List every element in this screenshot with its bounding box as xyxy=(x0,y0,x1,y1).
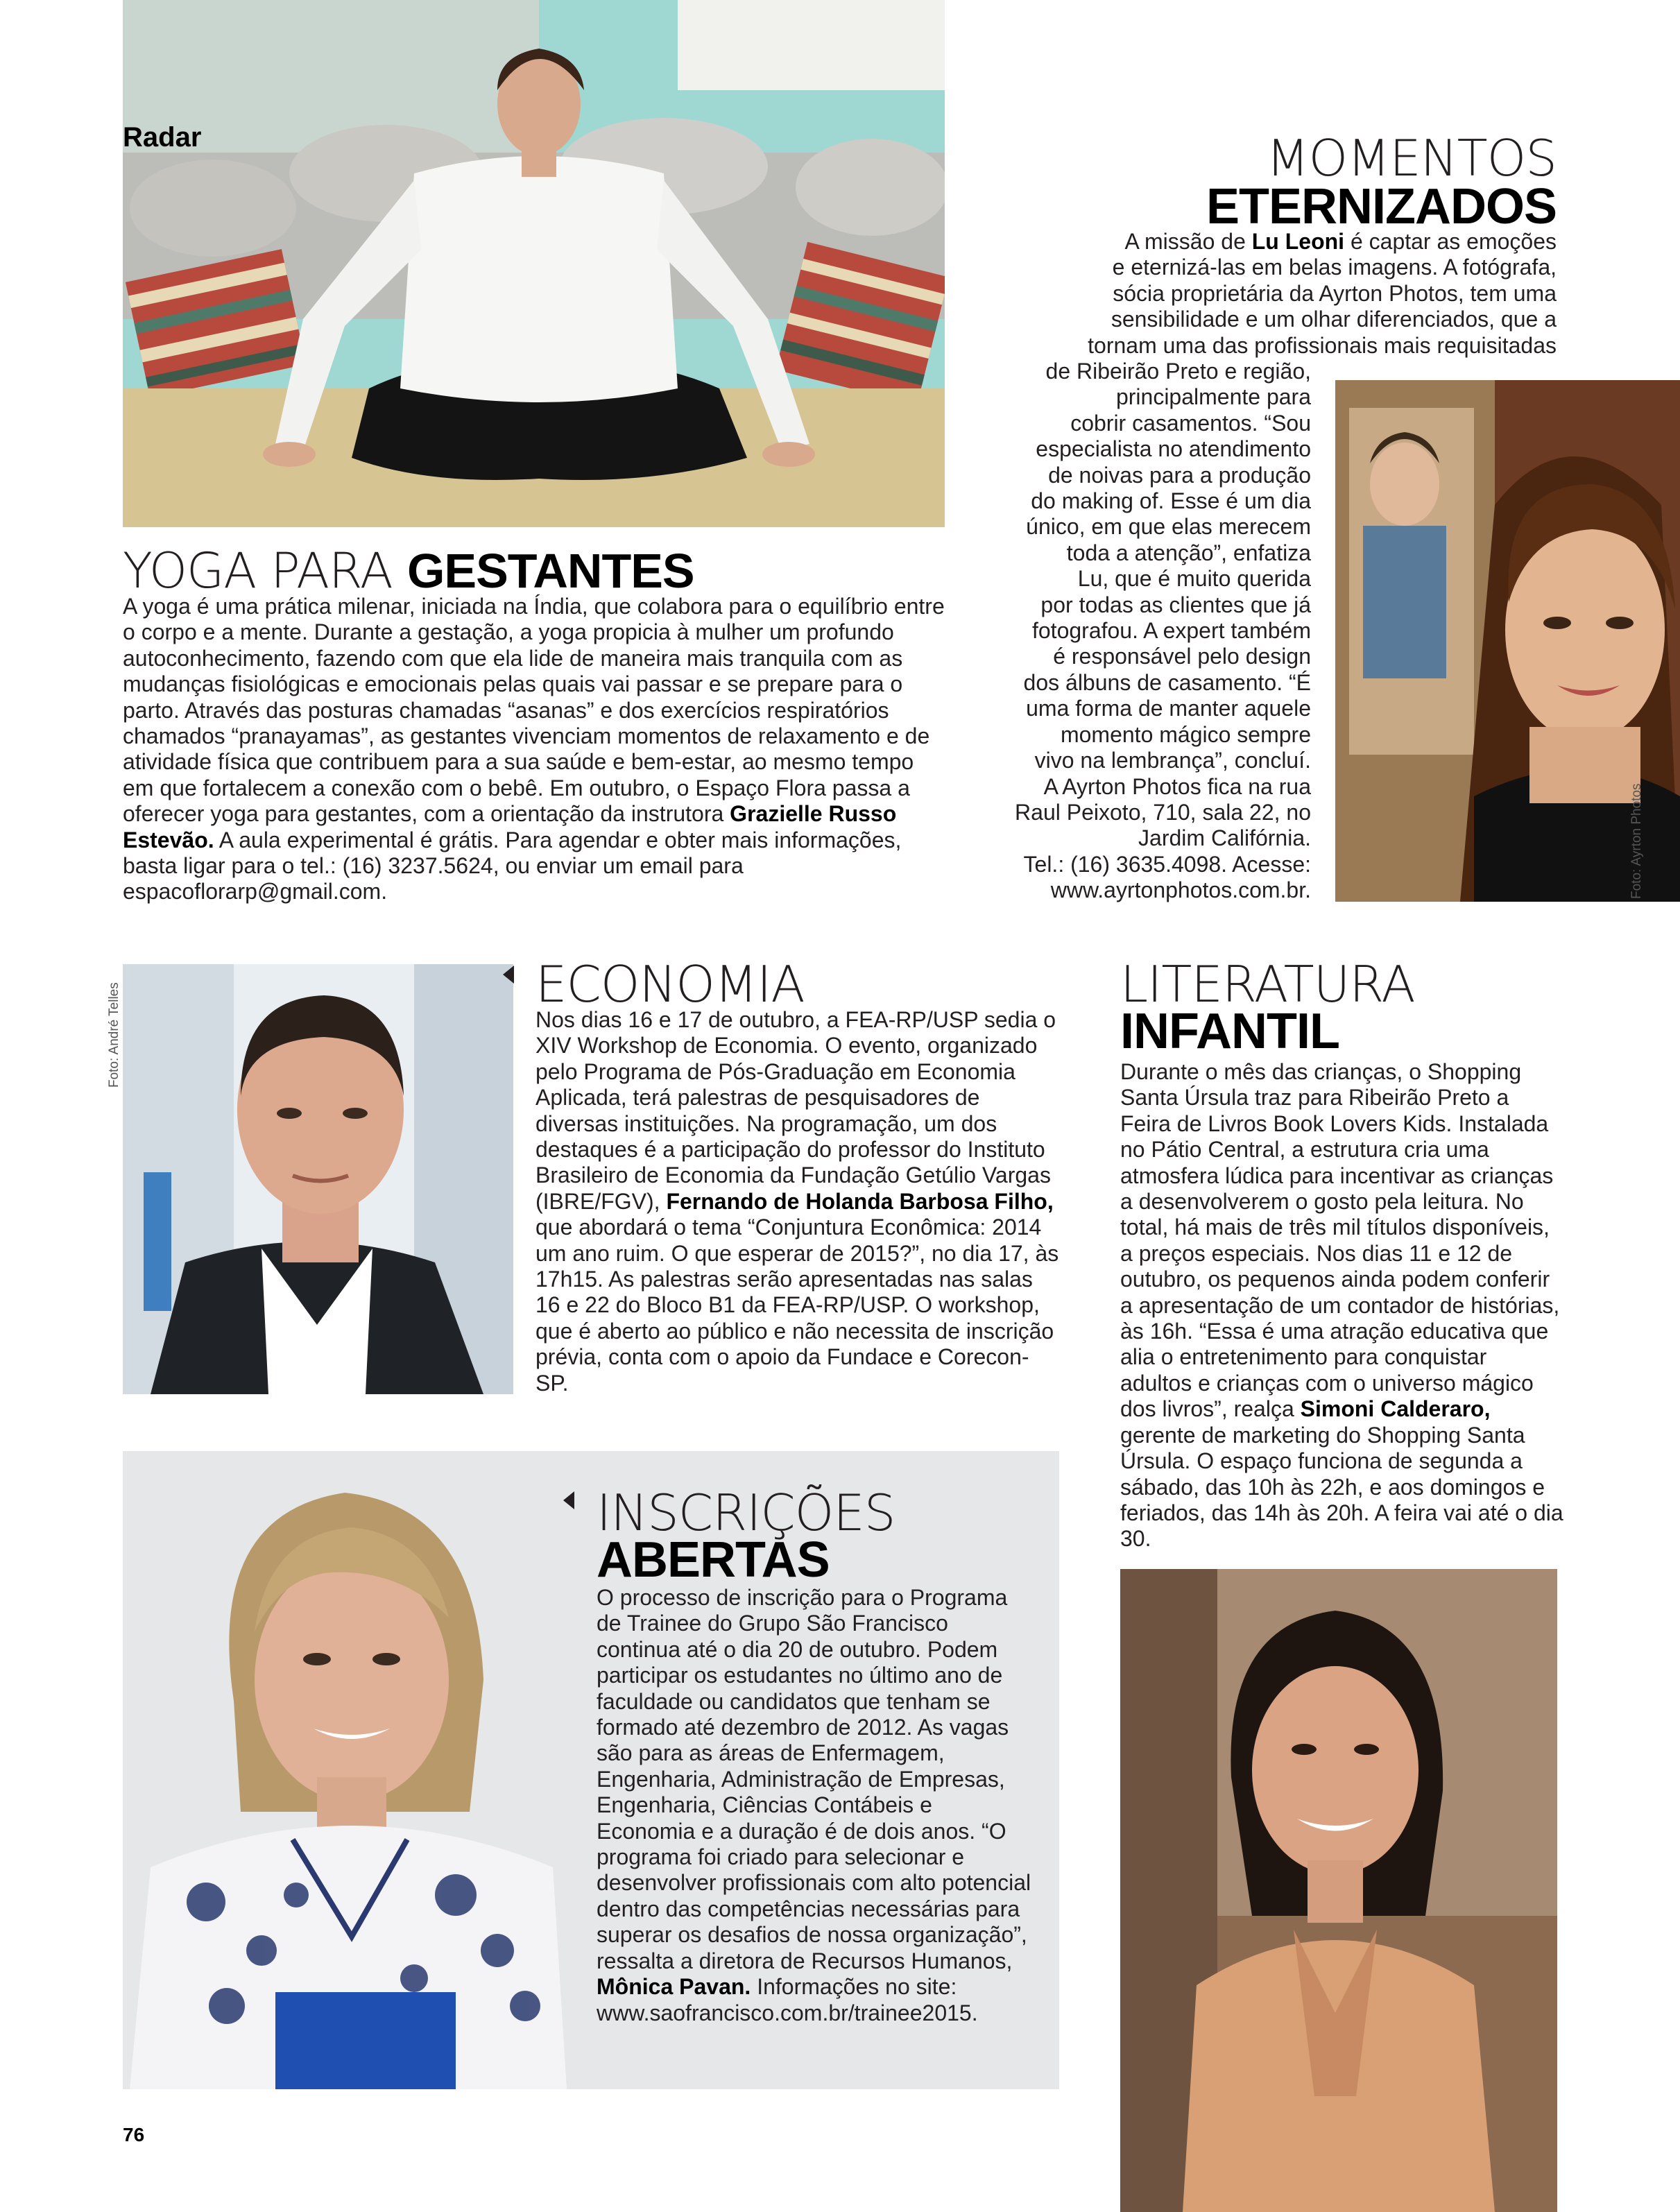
literatura-title-bold: INFANTIL xyxy=(1120,1004,1339,1059)
page-number: 76 xyxy=(123,2124,145,2145)
literatura-body xyxy=(1120,1059,1564,1552)
yoga-body xyxy=(123,594,945,905)
momentos-photo-credit: Foto: Ayrton Photos xyxy=(1629,783,1644,899)
lu-leoni-photo xyxy=(1335,380,1680,902)
monica-photo xyxy=(123,1451,576,2089)
lu-leoni-name: Lu Leoni xyxy=(1251,229,1345,254)
inscricoes-title-bold: ABERTAS xyxy=(597,1532,830,1588)
momentos-title-light: MOMENTOS xyxy=(1266,129,1557,187)
momentos-headline xyxy=(1206,129,1557,234)
literatura-title-light: LITERATURA xyxy=(1120,955,1415,1013)
fernando-photo xyxy=(123,964,513,1394)
inscricoes-marker xyxy=(563,1491,574,1509)
inscricoes-headline xyxy=(597,1484,895,1588)
yoga-text-1: A yoga é uma prática milenar, iniciada na Índia, que colabora para o equilíbrio entre o corpo e a mente. Durante a gestação, a yoga propicia à mulher um profundo autoconhecimento, fazendo com que ela lide de maneira mais tranquila com as mudanças fisiológicas e emocionais pelas quais vai passar e se prepare para o parto. Através das posturas chamadas “asanas” e dos exercícios respiratórios chamados “pranayamas”, as gestantes vivenciam momentos de relaxamento e de atividade física que contribuem para a sua saúde e bem-estar, ao mesmo tempo em que fortalecem a conexão com o bebê. Em outubro, o Espaço Flora passa a oferecer yoga para gestantes, com a orientação da instrutora xyxy=(123,594,945,827)
inscricoes-title-light: INSCRIÇÕES xyxy=(597,1484,895,1542)
momentos-title-bold: ETERNIZADOS xyxy=(1206,179,1557,234)
momentos-lead: A missão de Lu Leoni é captar as emoções e eternizá-las em belas imagens. A fotógrafa, sócia proprietária da Ayrton Photos, tem uma sensibilidade e um olhar diferenciados, que a tornam uma das profissionais mais requisitadas xyxy=(1088,229,1557,358)
simoni-photo xyxy=(1120,1569,1557,2212)
inscricoes-body xyxy=(597,1585,1034,2026)
yoga-photo xyxy=(123,0,945,527)
economia-body xyxy=(535,1007,1059,1396)
yoga-text-2: A aula experimental é grátis. Para agendar e obter mais informações, basta ligar para o tel.: (16) 3237.5624, ou enviar um email para espacoflorarp@gmail.com. xyxy=(123,827,902,904)
section-label: Radar xyxy=(123,122,202,153)
literatura-text-1: Durante o mês das crianças, o Shopping Santa Úrsula traz para Ribeirão Preto a Feira de Livros Book Lovers Kids. Instalada no Pátio Central, a estrutura cria uma atmosfera lúdica para incentivar as crianças a desenvolverem o gosto pela leitura. No total, há mais de três mil títulos disponíveis, a preços especiais. Nos dias 11 e 12 de outubro, os pequenos ainda podem conferir a apresentação de um contador de histórias, às 16h. “Essa é uma atração educativa que alia o entretenimento para conquistar adultos e crianças com o universo mágico dos livros”, realça xyxy=(1120,1059,1560,1422)
inscricoes-director-name: Mônica Pavan. xyxy=(597,1974,751,2000)
yoga-title-bold: GESTANTES xyxy=(406,544,694,598)
economia-photo-credit: Foto: André Telles xyxy=(107,982,121,1088)
yoga-title-light: YOGA PARA xyxy=(123,542,407,599)
inscricoes-text-1: O processo de inscrição para o Programa de Trainee do Grupo São Francisco continua até o dia 20 de outubro. Podem participar os estudantes no último ano de faculdade ou candidatos que tenham se formado até dezembro de 2012. As vagas são para as áreas de Enfermagem, Engenharia, Administração de Empresas, Engenharia, Ciências Contábeis e Economia e a duração é de dois anos. “O programa foi criado para selecionar e desenvolver profissionais com alto potencial dentro das competências necessárias para superar os desafios de nossa organização”, ressalta a diretora de Recursos Humanos, xyxy=(597,1585,1031,1973)
yoga-headline xyxy=(123,542,694,599)
literatura-text-2: gerente de marketing do Shopping Santa Úrsula. O espaço funciona de segunda a sábado, das 10h às 22h, e aos domingos e feriados, das 14h às 20h. A feira vai até o dia 30. xyxy=(1120,1422,1563,1552)
economia-marker xyxy=(503,966,514,984)
economia-speaker-name: Fernando de Holanda Barbosa Filho, xyxy=(666,1188,1054,1214)
economia-title: ECONOMIA xyxy=(535,955,805,1013)
economia-text-1: Nos dias 16 e 17 de outubro, a FEA-RP/USP sedia o XIV Workshop de Economia. O evento, organizado pelo Programa de Pós-Graduação em Economia Aplicada, terá palestras de pesquisadores de diversas instituições. Na programação, um dos destaques é a participação do professor do Instituto Brasileiro de Economia da Fundação Getúlio Vargas (IBRE/FGV), xyxy=(535,1007,1056,1214)
literatura-headline xyxy=(1120,955,1415,1059)
literatura-manager-name: Simoni Calderaro, xyxy=(1300,1396,1491,1422)
momentos-column: de Ribeirão Preto e região, principalmente para cobrir casamentos. “Sou especialista no atendimento de noivas para a produção do making of. Esse é um dia único, em que elas merecem toda a atenção”, enfatiza Lu, que é muito querida por todas as clientes que já fotografou. A expert também é responsável pelo design dos álbuns de casamento. “É uma forma de manter aquele momento mágico sempre vivo na lembrança”, concluí. A Ayrton Photos fica na rua Raul Peixoto, 710, sala 22, no Jardim Califórnia. Tel.: (16) 3635.4098. Acesse: www.ayrtonphotos.com.br. xyxy=(1015,359,1311,903)
economia-text-2: que abordará o tema “Conjuntura Econômica: 2014 um ano ruim. O que esperar de 2015?”, no dia 17, às 17h15. As palestras serão apresentadas nas salas 16 e 22 do Bloco B1 da FEA-RP/USP. O workshop, que é aberto ao público e não necessita de inscrição prévia, conta com o apoio da Fundace e Corecon-SP. xyxy=(535,1215,1059,1396)
yoga-instructor-name: Grazielle Russo Estevão. xyxy=(123,801,897,852)
inscricoes-text-2: Informações no site: www.saofrancisco.com.br/trainee2015. xyxy=(597,1974,978,2025)
